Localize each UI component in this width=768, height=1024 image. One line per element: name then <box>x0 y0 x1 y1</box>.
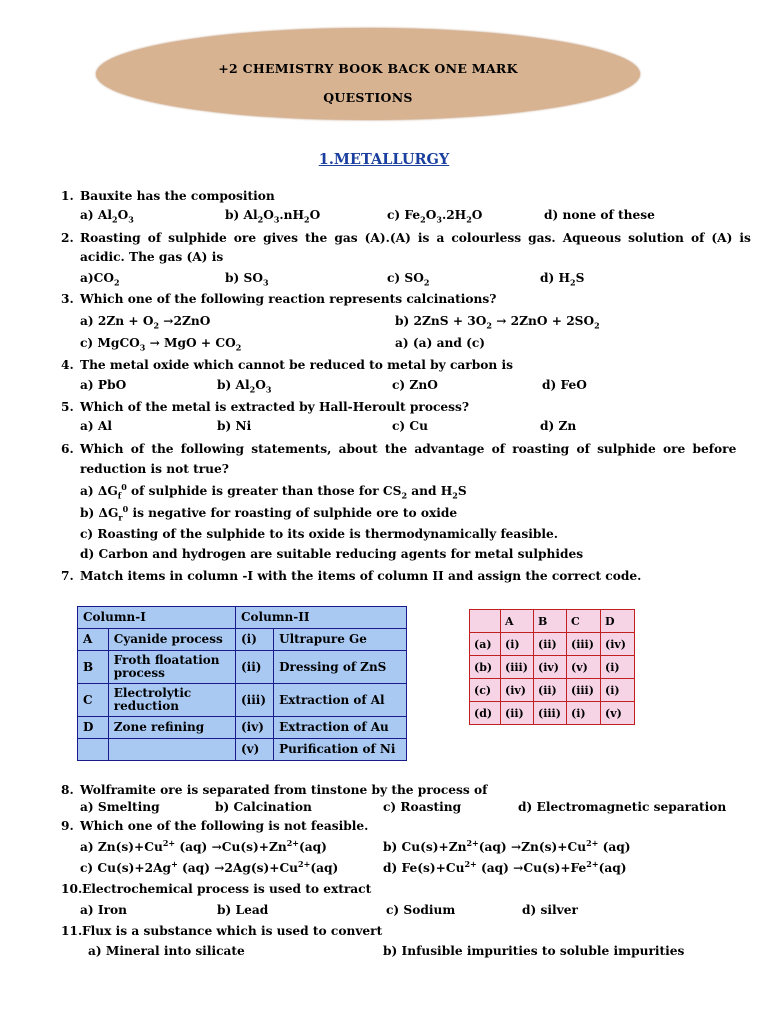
q11-number: 11. <box>61 924 83 938</box>
code-cell: (c) <box>470 679 501 702</box>
q1-text: Bauxite has the composition <box>80 189 275 203</box>
q1-option-c: c) $Fe_2O_3.2H_2O$ <box>387 208 483 225</box>
code-cell: (iii) <box>501 656 534 679</box>
row-key <box>78 739 109 761</box>
table-row <box>470 679 635 702</box>
q4-text: The metal oxide which cannot be reduced to metal by carbon is <box>80 358 513 372</box>
q2-number: 2. <box>61 231 74 245</box>
q9-option-d: d) $Fe(s)+Cu^{2+}$ $(aq) \to Cu(s)+Fe^{2+}(aq)$ <box>383 858 627 875</box>
q1-option-d: d) none of these <box>544 208 655 222</box>
column-match-table <box>77 606 407 761</box>
row-code: (ii) <box>236 651 274 684</box>
row-item: Froth floatation process <box>108 651 235 684</box>
code-cell: (ii) <box>501 702 534 725</box>
q6-option-b: b) $\Delta G_r^0$ is negative for roasting of sulphide ore to oxide <box>80 503 458 523</box>
row-key: A <box>78 629 109 651</box>
row-match: Dressing of ZnS <box>274 651 407 684</box>
q10-option-a: a) Iron <box>80 903 128 917</box>
banner-line-2: QUESTIONS <box>323 90 413 105</box>
q5-option-c: c) Cu <box>392 419 428 433</box>
q6-option-d: d) Carbon and hydrogen are suitable reducing agents for metal sulphides <box>80 547 584 561</box>
q8-option-a: a) Smelting <box>80 800 160 814</box>
q8-option-c: c) Roasting <box>383 800 462 814</box>
code-cell: (iii) <box>567 679 601 702</box>
table-row <box>470 656 635 679</box>
code-cell: (i) <box>601 656 635 679</box>
q9-option-b: b) $Cu(s)+Zn^{2+}(aq) \to Zn(s)+Cu^{2+}$ (aq) <box>383 837 631 854</box>
q6-option-c: c) Roasting of the sulphide to its oxide is thermodynamically feasible. <box>80 527 558 541</box>
row-key: B <box>78 651 109 684</box>
table-row <box>78 717 407 739</box>
q5-text: Which of the metal is extracted by Hall-Heroult process? <box>80 400 469 414</box>
q1-number: 1. <box>61 189 74 203</box>
code-cell: (ii) <box>534 679 567 702</box>
q4-number: 4. <box>61 358 74 372</box>
row-match: Extraction of Au <box>274 717 407 739</box>
q9-text: Which one of the following is not feasible. <box>80 819 369 833</box>
code-header-c: C <box>567 610 601 633</box>
column-1-header: Column-I <box>78 607 236 629</box>
q6-text-cont: reduction is not true? <box>80 462 229 476</box>
q2-option-a: $a)CO_2$ <box>80 271 120 288</box>
row-item: Electrolytic reduction <box>108 684 235 717</box>
q4-option-d: d) FeO <box>542 378 587 392</box>
q5-number: 5. <box>61 400 74 414</box>
q4-option-c: c) ZnO <box>392 378 438 392</box>
q2-option-b: b) $SO_3$ <box>225 271 269 288</box>
code-cell: (d) <box>470 702 501 725</box>
row-code: (iv) <box>236 717 274 739</box>
code-cell: (iv) <box>601 633 635 656</box>
row-code: (i) <box>236 629 274 651</box>
row-match: Ultrapure Ge <box>274 629 407 651</box>
table-row <box>78 629 407 651</box>
q10-number: 10. <box>61 882 83 896</box>
q8-option-d: d) Electromagnetic separation <box>518 800 727 814</box>
code-cell: (iv) <box>534 656 567 679</box>
table-row <box>78 651 407 684</box>
q2-option-d: d) $H_2S$ <box>540 271 585 288</box>
code-header-a: A <box>501 610 534 633</box>
q3-option-c: c) MgCO$_3$ → MgO + $CO_2$ <box>80 336 242 353</box>
table-row <box>470 702 635 725</box>
row-item <box>108 739 235 761</box>
code-header-b: B <box>534 610 567 633</box>
q7-number: 7. <box>61 569 74 583</box>
q9-option-a: a) $Zn(s)+Cu^{2+}$ $(aq) \to Cu(s)+Zn^{2+}(aq)$ <box>80 837 327 854</box>
q11-option-b: b) Infusible impurities to soluble impurities <box>383 944 685 958</box>
q6-text: Which of the following statements, about the advantage of roasting of sulphide ore before <box>80 442 737 456</box>
code-cell: (iv) <box>501 679 534 702</box>
q3-text: Which one of the following reaction represents calcinations? <box>80 292 497 306</box>
row-match: Purification of Ni <box>274 739 407 761</box>
code-cell: (a) <box>470 633 501 656</box>
code-cell: (i) <box>501 633 534 656</box>
q11-text: Flux is a substance which is used to convert <box>82 924 383 938</box>
row-match: Extraction of Al <box>274 684 407 717</box>
q2-text-cont: acidic. The gas (A) is <box>80 250 224 264</box>
q6-number: 6. <box>61 442 74 456</box>
q3-option-d: a) (a) and (c) <box>395 336 486 350</box>
q1-option-b: b) $Al_2O_3.nH_2O$ <box>225 208 321 225</box>
row-key: D <box>78 717 109 739</box>
code-cell: (iii) <box>534 702 567 725</box>
q9-number: 9. <box>61 819 74 833</box>
q3-option-a: a) $2Zn + O_2 \to 2ZnO$ <box>80 314 211 331</box>
banner-line-1: +2 CHEMISTRY BOOK BACK ONE MARK <box>218 61 518 76</box>
q10-option-d: d) silver <box>522 903 578 917</box>
q9-option-c: c) Cu(s)+2Ag+ $(aq) \to 2Ag(s)+Cu^{2+}(aq)$ <box>80 858 339 875</box>
code-cell: (v) <box>601 702 635 725</box>
q7-text: Match items in column -I with the items of column II and assign the correct code. <box>80 569 642 583</box>
q6-option-a: a) $\Delta G_f^0$ of sulphide is greater than those for $CS_2$ and $H_2S$ <box>80 481 467 501</box>
row-key: C <box>78 684 109 717</box>
row-item: Cyanide process <box>108 629 235 651</box>
code-header-d: D <box>601 610 635 633</box>
chapter-title: 1.METALLURGY <box>318 151 450 168</box>
code-cell: (b) <box>470 656 501 679</box>
q4-option-a: a) PbO <box>80 378 127 392</box>
q10-text: Electrochemical process is used to extract <box>82 882 372 896</box>
q2-option-c: c) $SO_2$ <box>387 271 430 288</box>
q10-option-b: b) Lead <box>217 903 269 917</box>
q8-text: Wolframite ore is separated from tinstone by the process of <box>80 783 488 797</box>
q5-option-d: d) Zn <box>540 419 577 433</box>
row-code: (iii) <box>236 684 274 717</box>
title-banner <box>96 28 640 120</box>
row-code: (v) <box>236 739 274 761</box>
code-cell: (i) <box>601 679 635 702</box>
code-cell: (iii) <box>567 633 601 656</box>
code-cell: (v) <box>567 656 601 679</box>
q11-option-a: a) Mineral into silicate <box>88 944 245 958</box>
table-row <box>78 739 407 761</box>
row-item: Zone refining <box>108 717 235 739</box>
table-row <box>470 633 635 656</box>
code-header-blank <box>470 610 501 633</box>
q4-option-b: b) $Al_2O_3$ <box>217 378 272 395</box>
q2-text: Roasting of sulphide ore gives the gas (A).(A) is a colourless gas. Aqueous solution of (A) is <box>80 231 751 245</box>
code-cell: (ii) <box>534 633 567 656</box>
q10-option-c: c) Sodium <box>386 903 456 917</box>
q3-option-b: b) $2ZnS + 3O_2 \to 2ZnO + 2SO_2$ <box>395 314 600 331</box>
column-2-header: Column-II <box>236 607 407 629</box>
code-cell: (i) <box>567 702 601 725</box>
q8-option-b: b) Calcination <box>215 800 312 814</box>
answer-code-table <box>469 609 635 725</box>
table-row <box>78 684 407 717</box>
q5-option-a: a) Al <box>80 419 112 433</box>
q3-number: 3. <box>61 292 74 306</box>
q1-option-a: a) $Al_2O_3$ <box>80 208 134 225</box>
q5-option-b: b) Ni <box>217 419 252 433</box>
q8-number: 8. <box>61 783 74 797</box>
